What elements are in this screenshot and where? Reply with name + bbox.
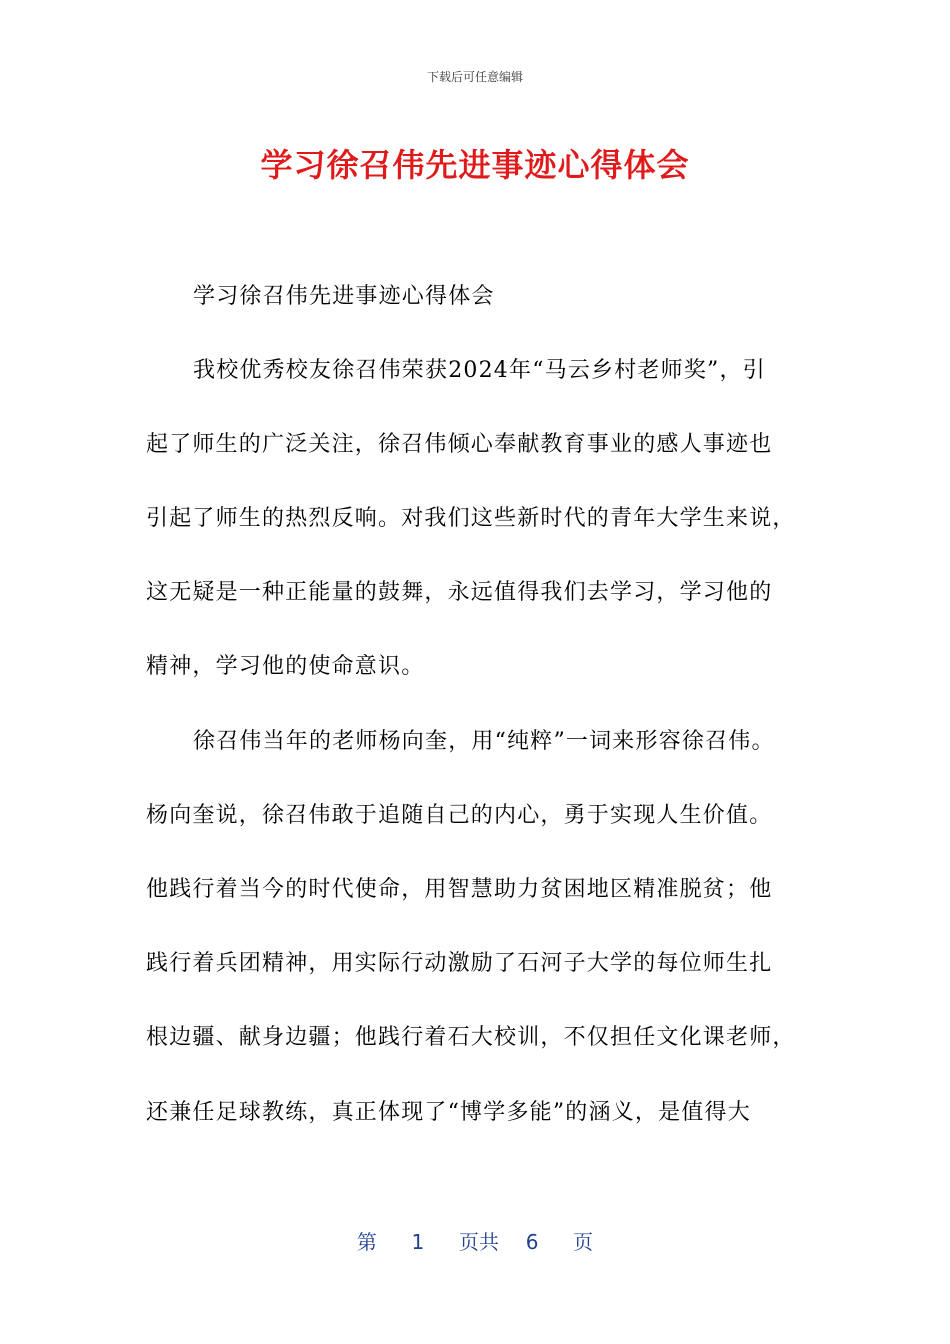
body-line: 徐召伟当年的老师杨向奎，用“纯粹”一词来形容徐召伟。 bbox=[193, 729, 775, 754]
body-line: 还兼任足球教练，真正体现了“博学多能”的涵义，是值得大 bbox=[146, 1100, 751, 1125]
body-line: 精神，学习他的使命意识。 bbox=[146, 654, 425, 679]
body-line: 根边疆、献身边疆；他践行着石大校训，不仅担任文化课老师， bbox=[146, 1025, 796, 1050]
footer-page-number: 1 bbox=[411, 1230, 425, 1254]
body-line: 我校优秀校友徐召伟荣获2024年“马云乡村老师奖”，引 bbox=[193, 358, 766, 383]
body-line: 引起了师生的热烈反响。对我们这些新时代的青年大学生来说， bbox=[146, 506, 796, 531]
body-line: 起了师生的广泛关注，徐召伟倾心奉献教育事业的感人事迹也 bbox=[146, 432, 773, 457]
body-line-subtitle: 学习徐召伟先进事迹心得体会 bbox=[193, 284, 495, 309]
body-line: 他践行着当今的时代使命，用智慧助力贫困地区精准脱贫；他 bbox=[146, 877, 773, 902]
body-line: 践行着兵团精神，用实际行动激励了石河子大学的每位师生扎 bbox=[146, 951, 773, 976]
footer-prefix: 第 bbox=[356, 1230, 377, 1254]
body-line: 这无疑是一种正能量的鼓舞，永远值得我们去学习，学习他的 bbox=[146, 580, 773, 605]
body-line: 杨向奎说，徐召伟敢于追随自己的内心，勇于实现人生价值。 bbox=[146, 803, 773, 828]
footer-middle: 页共 bbox=[459, 1230, 499, 1254]
header-note: 下载后可任意编辑 bbox=[426, 70, 523, 84]
footer-suffix: 页 bbox=[573, 1230, 594, 1254]
document-title: 学习徐召伟先进事迹心得体会 bbox=[260, 146, 690, 184]
footer-total-pages: 6 bbox=[525, 1230, 539, 1254]
page-footer bbox=[0, 1226, 950, 1255]
